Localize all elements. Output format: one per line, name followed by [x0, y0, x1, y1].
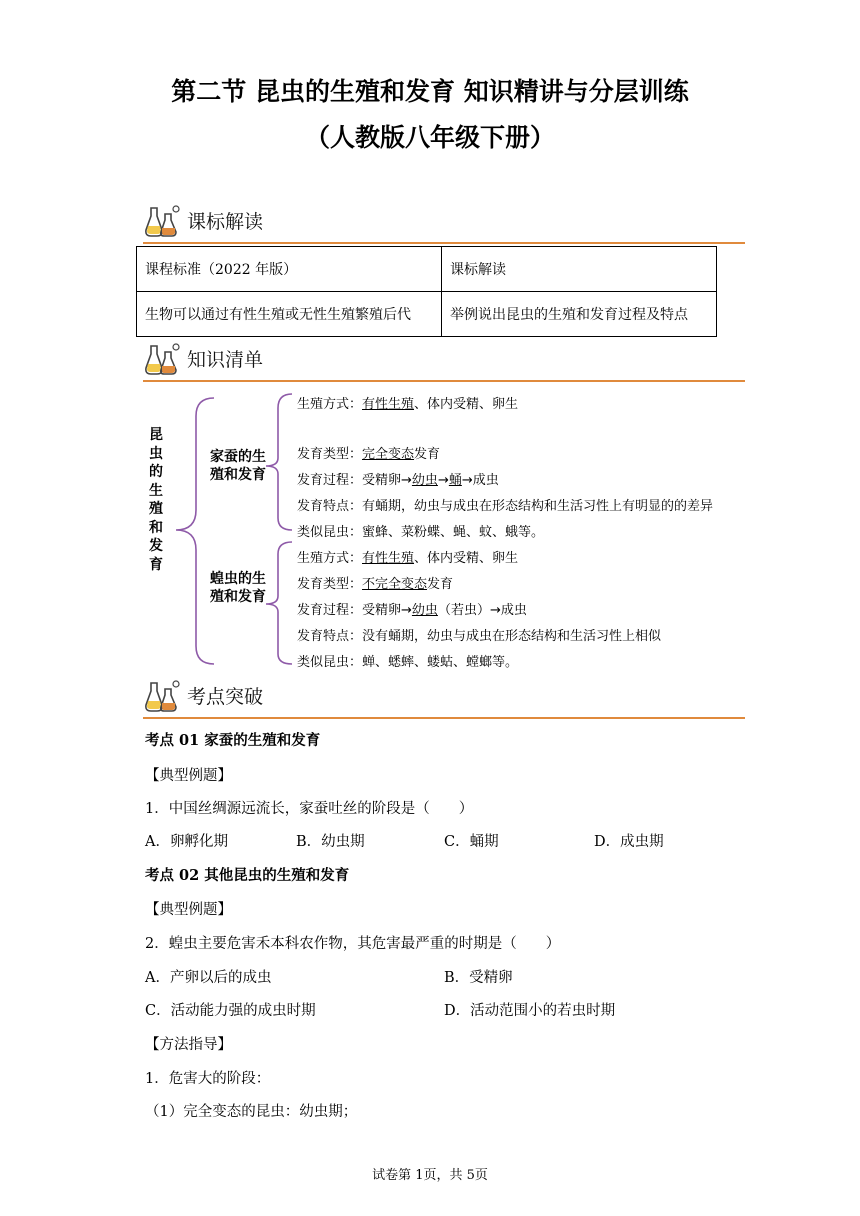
- page-footer: 试卷第 1页，共 5页: [372, 1168, 488, 1183]
- arrow-icon: →: [437, 473, 449, 488]
- q2-option-c: C．活动能力强的成虫时期: [145, 1003, 316, 1019]
- mm-item-process: [297, 599, 527, 618]
- q2-option-b: B．受精卵: [444, 970, 513, 986]
- mm-item-devtype: [297, 573, 453, 592]
- table-cell: 生物可以通过有性生殖或无性生殖繁殖后代: [137, 292, 442, 337]
- mm-item-similar: 类似昆虫：蝉、蟋蟀、蝼蛄、螳螂等。: [297, 655, 519, 670]
- mm-label: 生殖方式：: [297, 551, 363, 566]
- mm-key: 幼虫: [411, 603, 438, 618]
- example-heading: 【典型例题】: [145, 768, 232, 784]
- q2-option-d: D．活动范围小的若虫时期: [444, 1003, 616, 1019]
- mm-text: 发育: [427, 577, 454, 592]
- flask-icon: [145, 679, 181, 713]
- mindmap-branch-locust: [210, 570, 266, 606]
- table-cell: 课程标准（2022 年版）: [137, 247, 442, 292]
- root-char: 殖: [149, 501, 163, 517]
- mm-item-process: [297, 469, 499, 488]
- mm-text: 成虫: [500, 603, 527, 618]
- q1-option-c: C．蛹期: [444, 834, 499, 850]
- q1-option-a: A．卵孵化期: [145, 834, 228, 850]
- section-title: 知识清单: [187, 349, 264, 371]
- mm-key: 有性生殖: [362, 397, 415, 412]
- method-line-1: 1．危害大的阶段：: [145, 1071, 271, 1087]
- branch-title: 殖和发育: [210, 467, 266, 483]
- root-char: 的: [149, 464, 163, 480]
- method-line-2: （1）完全变态的昆虫：幼虫期；: [145, 1104, 358, 1120]
- table-cell: 举例说出昆虫的生殖和发育过程及特点: [442, 292, 717, 337]
- question-2: 2．蝗虫主要危害禾本科农作物，其危害最严重的时期是（ ）: [145, 936, 561, 952]
- q2-option-a: A．产卵以后的成虫: [145, 970, 272, 986]
- root-char: 昆: [149, 427, 163, 443]
- mm-item-devtype: [297, 443, 440, 462]
- root-char: 生: [149, 482, 163, 499]
- mindmap-branch-silkworm: [210, 448, 266, 484]
- example-heading: 【典型例题】: [145, 902, 232, 918]
- arrow-icon: →: [401, 473, 412, 488]
- mm-text: 、体内受精、卵生: [414, 551, 519, 566]
- mm-label: 发育类型：: [297, 577, 363, 592]
- kp2-title: 考点 02 其他昆虫的生殖和发育: [145, 867, 350, 884]
- arrow-icon: →: [489, 603, 501, 618]
- mm-key: 有性生殖: [362, 551, 415, 566]
- mm-item-similar: 类似昆虫：蜜蜂、菜粉蝶、蝇、蚊、蛾等。: [297, 525, 545, 540]
- mindmap-root: [146, 426, 166, 574]
- section-header-kaodian: [143, 677, 745, 719]
- mm-item-feature: 发育特点：没有蛹期，幼虫与成虫在形态结构和生活习性上相似: [297, 629, 662, 644]
- method-heading: 【方法指导】: [145, 1037, 232, 1053]
- mm-key: 蛹: [448, 473, 462, 488]
- mm-text: 成虫: [472, 473, 499, 488]
- mm-text: 发育: [414, 447, 441, 462]
- arrow-icon: →: [401, 603, 412, 618]
- mm-text: 、体内受精、卵生: [414, 397, 519, 412]
- mm-text: （若虫）: [437, 603, 490, 618]
- mm-label: 生殖方式：: [297, 397, 363, 412]
- section-title: 考点突破: [187, 686, 264, 708]
- q1-option-b: B．幼虫期: [296, 834, 365, 850]
- mm-key: 不完全变态: [362, 577, 428, 592]
- mm-text: 发育过程：受精卵: [297, 473, 402, 488]
- mm-item-repro: [297, 393, 518, 412]
- kp1-title: 考点 01 家蚕的生殖和发育: [145, 732, 321, 749]
- section-title: 课标解读: [187, 211, 264, 233]
- mm-text: 发育过程：受精卵: [297, 603, 402, 618]
- branch-title: 家蚕的生: [210, 449, 266, 465]
- root-char: 和: [149, 519, 163, 536]
- mm-key: 完全变态: [362, 447, 415, 462]
- root-char: 育: [149, 556, 163, 573]
- q1-option-d: D．成虫期: [594, 834, 664, 850]
- table-cell: 课标解读: [442, 247, 717, 292]
- mm-label: 发育类型：: [297, 447, 363, 462]
- mm-item-repro: [297, 547, 518, 566]
- root-char: 虫: [149, 445, 163, 462]
- mm-item-feature: 发育特点：有蛹期，幼虫与成虫在形态结构和生活习性上有明显的的差异: [297, 499, 714, 514]
- mm-key: 幼虫: [411, 473, 438, 488]
- doc-title-line2: （人教版八年级下册）: [304, 123, 555, 152]
- arrow-icon: →: [461, 473, 473, 488]
- doc-title-line1: 第二节 昆虫的生殖和发育 知识精讲与分层训练: [171, 77, 689, 106]
- branch-title: 殖和发育: [210, 589, 266, 605]
- question-1: 1．中国丝绸源远流长，家蚕吐丝的阶段是（ ）: [145, 801, 474, 817]
- branch-title: 蝗虫的生: [210, 571, 266, 587]
- root-char: 发: [149, 538, 163, 554]
